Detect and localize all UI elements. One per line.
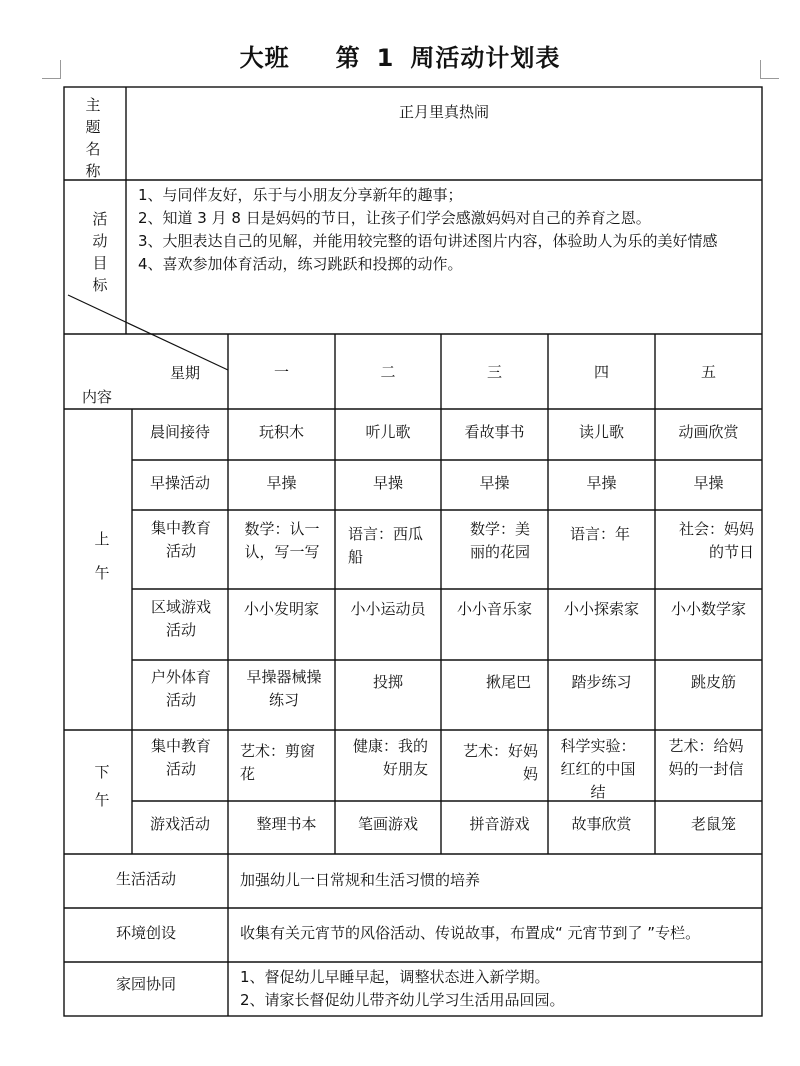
row-label-outdoor-sports: 户外体育活动 [150,668,211,709]
life-label: 生活活动 [115,870,176,888]
cell: 听儿歌 [365,423,411,441]
cell: 早操 [372,474,403,492]
weekday-2: 二 [380,362,396,381]
goal-item: 3、大胆表达自己的见解，并能用较完整的语句讲述图片内容，体验助人为乐的美好情感 [138,232,718,250]
weekday-4: 四 [593,362,609,381]
env-value: 收集有关元宵节的风俗活动、传说故事，布置成“ 元宵节到了 ”专栏。 [240,924,701,942]
home-item: 2、请家长督促幼儿带齐幼儿学习生活用品回园。 [240,991,565,1009]
header-weekday-label: 星期 [169,364,200,382]
weekday-3: 三 [486,362,502,381]
title-week-prefix: 第 [335,44,361,72]
cell: 故事欣赏 [571,815,632,833]
cell: 踏步练习 [571,673,632,691]
goal-item: 2、知道 3 月 8 日是妈妈的节日，让孩子们学会感激妈妈对自己的养育之恩。 [138,209,651,227]
cell: 玩积木 [258,423,304,441]
cell: 早操 [693,474,724,492]
cell: 小小发明家 [243,600,319,618]
cell: 语言：年 [570,525,631,543]
afternoon-label: 下午 [94,763,110,809]
theme-label: 主题名称 [85,96,101,180]
cell: 早操 [586,474,617,492]
weekday-5: 五 [700,362,716,381]
cell: 早操 [479,474,510,492]
cell: 揪尾巴 [485,673,531,691]
goals-label: 活动目标 [92,210,108,294]
cell: 小小数学家 [670,600,746,618]
cell: 投掷 [372,673,403,691]
row-label-morning-exercise: 早操活动 [149,474,210,492]
cell: 社会：妈妈的节日 [678,520,754,561]
cell: 小小探索家 [563,600,639,618]
goals-list [138,184,760,276]
cell: 整理书本 [256,815,317,833]
title-suffix: 周活动计划表 [410,44,561,72]
home-values [240,966,758,1012]
cell: 小小音乐家 [456,600,532,618]
theme-value: 正月里真热闹 [398,103,489,121]
cell: 看故事书 [464,423,525,441]
cell: 科学实验：红红的中国结 [560,737,636,801]
cell: 早操 [266,474,297,492]
cell: 艺术：剪窗花 [240,742,316,783]
row-label-area-games: 区域游戏活动 [150,598,211,639]
cell: 拼音游戏 [469,815,530,833]
cell: 艺术：给妈妈的一封信 [668,737,744,778]
cell: 早操器械操练习 [246,668,322,709]
cell: 健康：我的好朋友 [352,737,428,778]
life-value: 加强幼儿一日常规和生活习惯的培养 [240,871,481,889]
cell: 语言：西瓜船 [348,525,424,566]
header-content-label: 内容 [81,388,112,406]
row-label-morning-lesson: 集中教育活动 [150,519,211,560]
goal-item: 1、与同伴友好，乐于与小朋友分享新年的趣事； [138,186,463,204]
cell: 读儿歌 [578,423,624,441]
title-week-number: 1 [376,44,395,72]
home-item: 1、督促幼儿早睡早起，调整状态进入新学期。 [240,968,550,986]
cell: 数学：美丽的花园 [470,520,531,561]
cell: 笔画游戏 [357,815,418,833]
row-label-games: 游戏活动 [149,815,210,833]
home-label: 家园协同 [115,975,176,993]
goal-item: 4、喜欢参加体育活动，练习跳跃和投掷的动作。 [138,255,463,273]
title-class: 大班 [239,44,290,72]
cell: 跳皮筋 [690,673,736,691]
weekday-1: 一 [273,362,289,381]
cell: 数学：认一认，写一写 [244,520,320,561]
row-label-morning-reception: 晨间接待 [149,423,210,441]
cell: 动画欣赏 [678,423,739,441]
row-label-afternoon-lesson: 集中教育活动 [150,737,211,778]
cell: 老鼠笼 [690,815,736,833]
cell: 小小运动员 [350,600,426,618]
cell: 艺术：好妈妈 [462,742,538,783]
env-label: 环境创设 [115,924,176,942]
morning-label: 上午 [94,530,110,582]
